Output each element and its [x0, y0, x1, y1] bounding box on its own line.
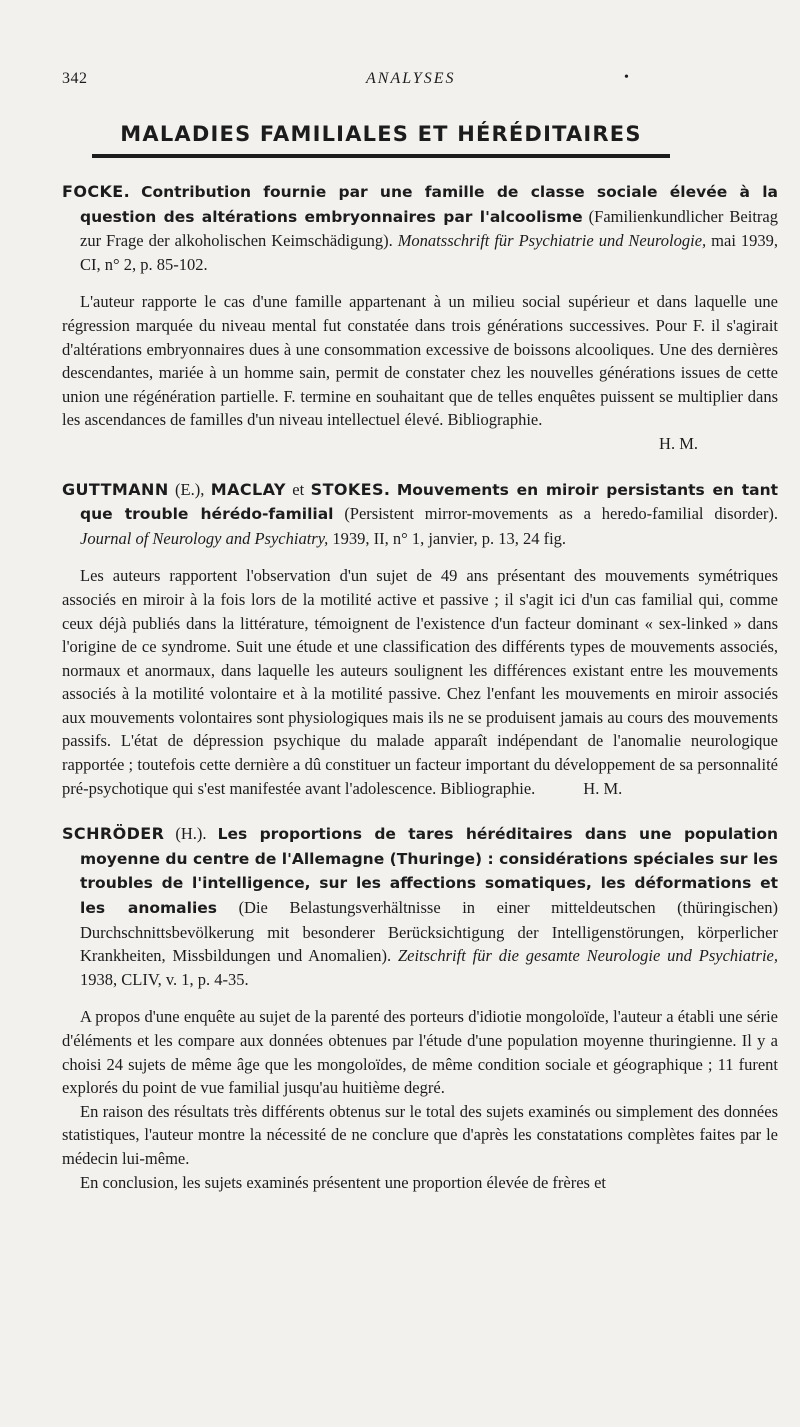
article-title: Les proportions de tares héréditaires dans une population moyenne du centre de l'Allemagne (Thuringe) : considérations spéciales sur les troubles de l'intelligence, sur les affections somatiques, les déformations et les anomalies — [80, 825, 779, 918]
abstract-entry-guttmann — [62, 478, 778, 801]
author-initial: (E.), — [175, 479, 205, 499]
author-name: STOKES. — [310, 479, 391, 499]
running-head — [62, 70, 778, 94]
abstract-paragraph: L'auteur rapporte le cas d'une famille appartenant à un milieu social supérieur et dans laquelle une régression marquée du niveau mental fut constatée dans trois générations successives. Pour F. il s'agirait d'altérations embryonnaires dues à une consommation excessive de boissons alcooliques. Une des dernières descendantes, mariée à un homme sain, permit de constater chez les nouvelles générations issues de cette union une régénération partielle. F. termine en souhaitant que de telles enquêtes puissent se multiplier dans les ascendances de familles d'un niveau intellectuel élevé. Bibliographie. — [62, 292, 778, 430]
citation — [62, 822, 778, 991]
abstract-paragraph — [62, 564, 778, 800]
author-name: MACLAY — [210, 479, 286, 499]
abstract-paragraph: A propos d'une enquête au sujet de la parenté des porteurs d'idiotie mongoloïde, l'auteur a établi une série d'éléments et les compare aux données obtenues par l'étude d'une population moyenne thuringienne. Il y a choisi 24 sujets de même âge que les mongoloïdes, de même condition sociale et géographique ; 11 furent explorés du point de vue familial jusqu'au huitième degré. — [62, 1007, 778, 1098]
reviewer-signature: H. M. — [583, 778, 623, 798]
author-name: GUTTMANN — [62, 479, 169, 499]
abstract-paragraph: En conclusion, les sujets examinés présentent une proportion élevée de frères et — [80, 1172, 606, 1192]
abstract-entry-schroder — [62, 822, 778, 1194]
journal-name: Zeitschrift für die gesamte Neurologie und Psychiatrie, — [397, 946, 779, 966]
article-title: Contribution fournie par une famille de classe sociale élevée à la question des altérations embryonnaires par l'alcoolisme — [80, 183, 778, 226]
journal-reference: 1938, CLIV, v. 1, p. 4-35. — [80, 969, 249, 989]
journal-name: Monatsschrift für Psychiatrie und Neurologie, — [397, 231, 707, 251]
header-mark: • — [624, 70, 629, 85]
section-title: MALADIES FAMILIALES ET HÉRÉDITAIRES — [92, 122, 670, 158]
abstract-body — [62, 564, 778, 800]
original-title: (Persistent mirror-movements as a heredo-familial disorder). — [344, 504, 779, 524]
citation — [62, 478, 778, 551]
page-number: 342 — [62, 70, 88, 87]
original-title: (Familienkundlicher Beitrag zur Frage der alkoholischen Keimschädigung). — [80, 206, 778, 251]
reviewer-signature: H. M. — [659, 433, 698, 453]
abstract-paragraph: En raison des résultats très différents obtenus sur le total des sujets examinés ou simplement des données statistiques, l'auteur montre la nécessité de ne conclure que d'après les constatations complètes faites par le médecin lui-même. — [62, 1101, 778, 1168]
abstract-body — [62, 290, 778, 432]
journal-reference: 1939, II, n° 1, janvier, p. 13, 24 fig. — [332, 528, 567, 548]
abstract-entry-focke — [62, 180, 778, 456]
journal-reference: mai 1939, CI, n° 2, p. 85-102. — [80, 231, 779, 274]
abstract-body — [62, 1005, 778, 1194]
author-name: FOCKE. — [62, 182, 131, 201]
author-conjunction: et — [292, 479, 305, 499]
original-title: (Die Belastungsverhältnisse in einer mitteldeutschen (thüringischen) Durchschnittsbevölkerung mit besonderer Berücksichtigung der Intelligenstörungen, körperlicher Krankheiten, Missbildungen und Anomalien). — [80, 898, 778, 966]
author-name: SCHRÖDER — [62, 824, 165, 844]
page — [62, 70, 778, 1194]
author-initial: (H.). — [175, 824, 207, 844]
paragraph-text: Les auteurs rapportent l'observation d'un sujet de 49 ans présentant des mouvements symétriques associés en miroir à la fois lors de la motilité active et passive ; il s'agit ici d'un cas familial qui, comme ceux déjà publiés dans la littérature, témoignent de l'existence d'un facteur dominant « sex-linked » dans l'origine de ce syndrome. Suit une étude et une classification des différents types de mouvements associés, normaux et anormaux, dans laquelle les auteurs soulignent les différences existant entre les mouvements associés à la motilité volontaire et à la motilité passive. Chez l'enfant les mouvements en miroir associés aux mouvements volontaires sont physiologiques mais ils ne se produisent jamais au cours des mouvements passifs. L'état de dépression psychique du malade apparaît indépendant de l'anomalie neurologique rapportée ; toutefois cette dernière a dû constituer un facteur important du développement de sa personnalité pré-psychotique qui s'est manifestée avant l'adolescence. Bibliographie. — [62, 566, 778, 798]
citation — [62, 180, 778, 276]
journal-name: Journal of Neurology and Psychiatry, — [80, 528, 329, 548]
running-title: ANALYSES — [366, 70, 456, 87]
article-title: Mouvements en miroir persistants en tant que trouble hérédo-familial — [80, 480, 779, 524]
